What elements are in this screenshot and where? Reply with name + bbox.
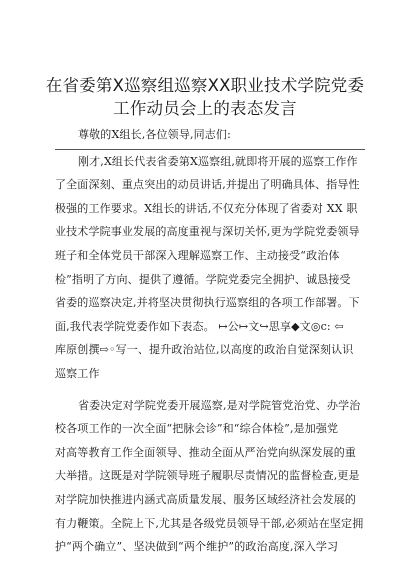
text-line: 对高等教育工作全面领导、推动全面从严治党向纵深发展的重: [55, 445, 357, 459]
document-title: [30, 74, 380, 120]
text-line: 检”指明了方向、提供了遵循。学院党委完全拥护、诚恳接受: [55, 272, 351, 286]
text-line: 了全面深刻、重点突出的动员讲话,并提出了明确具体、指导性: [55, 178, 360, 192]
text-line: 护“两个确立”、坚决做到“两个维护”的政治高度,深入学习: [55, 540, 339, 554]
title-line-2: 工作动员会上的表态发言: [113, 99, 297, 118]
text-line: 有力鞭策。全院上下,尤其是各级党员领导干部,必须站在坚定拥: [55, 516, 364, 530]
text-line: 刚才,Ⅹ组长代表省委第Ⅹ巡察组,就即将开展的巡察工作作: [78, 154, 358, 168]
text-line: 库原创撰⇨◦写一、提升政治站位,以高度的政治自觉深刻认识: [55, 343, 354, 357]
text-line: 面,我代表学院党委作如下表态。 ↦公↦文↪思享◆文◎c: ⇦: [55, 319, 344, 333]
paragraph-gap: [55, 386, 365, 394]
text-line: 大举措。这既是对学院领导班子履职尽责情况的监督检查,更是: [55, 469, 360, 483]
text-line: 校各项工作的一次全面“把脉会诊”和“综合体检”,是加强党: [55, 422, 339, 436]
salutation: 尊敬的Ⅹ组长,各位领导,同志们:: [78, 128, 231, 141]
text-line: 对学院加快推进内涵式高质量发展、服务区域经济社会发展的: [55, 492, 357, 506]
text-line: 省委决定对学院党委开展巡察,是对学院管党治党、办学治: [78, 398, 361, 412]
text-line: 业技术学院事业发展的高度重视与深切关怀,更为学院党委领导: [55, 225, 360, 239]
text-line: 省委的巡察决定,并将坚决贯彻执行巡察组的各项工作部署。下: [55, 296, 360, 310]
text-line: 班子和全体党员干部深入理解巡察工作、主动接受“政治体: [55, 248, 340, 262]
document-body: [55, 123, 365, 559]
text-line: 极强的工作要求。Ⅹ组长的讲话,不仅充分体现了省委对 XX 职: [55, 201, 358, 215]
paragraph-2: [55, 394, 365, 559]
title-line-1: 在省委第Ⅹ巡察组巡察XX职业技术学院党委: [45, 76, 365, 95]
text-line: 巡察工作: [55, 366, 100, 380]
paragraph-1: [55, 150, 365, 386]
